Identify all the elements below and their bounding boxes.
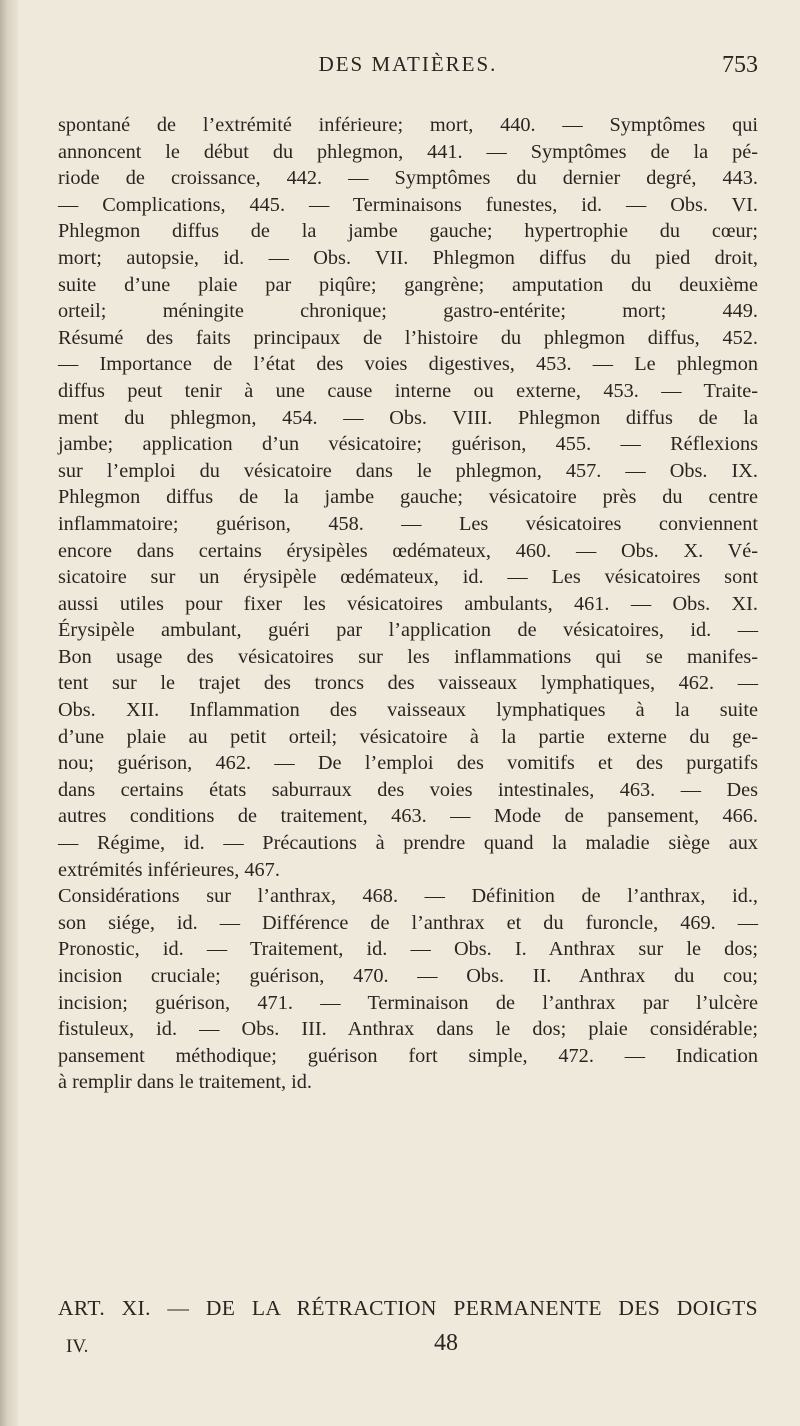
text-line: son siége, id. — Différence de l’anthrax et du furoncle, 469. — xyxy=(58,911,758,934)
signature-mark: IV. xyxy=(66,1336,89,1357)
text-line: Pronostic, id. — Traitement, id. — Obs. I. Anthrax sur le dos; xyxy=(58,938,758,961)
text-line: inflammatoire; guérison, 458. — Les vésicatoires conviennent xyxy=(58,512,758,535)
text-line: incision cruciale; guérison, 470. — Obs. II. Anthrax du cou; xyxy=(58,965,758,987)
text-line: Érysipèle ambulant, guéri par l’application de vésicatoires, id. — xyxy=(58,619,758,642)
text-line: Phlegmon diffus de la jambe gauche; hypertrophie du cœur; xyxy=(58,220,758,243)
text-line: annoncent le début du phlegmon, 441. — Symptômes de la pé- xyxy=(58,140,758,163)
text-line: spontané de l’extrémité inférieure; mort, 440. — Symptômes qui xyxy=(58,114,758,136)
text-line: — Importance de l’état des voies digestives, 453. — Le phlegmon xyxy=(58,353,758,376)
running-head: DES MATIÈRES. xyxy=(318,52,498,76)
text-line: incision; guérison, 471. — Terminaison de l’anthrax par l’ulcère xyxy=(58,991,758,1014)
text-line: pansement méthodique; guérison fort simple, 472. — Indication xyxy=(58,1044,758,1067)
text-line: autres conditions de traitement, 463. — Mode de pansement, 466. xyxy=(58,805,758,828)
text-line: ment du phlegmon, 454. — Obs. VIII. Phlegmon diffus de la xyxy=(58,406,758,429)
binding-edge xyxy=(0,0,18,1426)
text-line: Considérations sur l’anthrax, 468. — Définition de l’anthrax, id., xyxy=(58,885,758,908)
text-line: dans certains états saburraux des voies intestinales, 463. — Des xyxy=(58,778,758,801)
text-line: Résumé des faits principaux de l’histoire du phlegmon diffus, 452. xyxy=(58,326,758,349)
book-page xyxy=(58,0,758,1426)
text-line: tent sur le trajet des troncs des vaisseaux lymphatiques, 462. — xyxy=(58,672,758,695)
page-number: 753 xyxy=(722,52,758,78)
text-line: aussi utiles pour fixer les vésicatoires ambulants, 461. — Obs. XI. xyxy=(58,592,758,615)
text-line: d’une plaie au petit orteil; vésicatoire à la partie externe du ge- xyxy=(58,725,758,748)
page-header xyxy=(58,52,758,92)
text-line: — Régime, id. — Précautions à prendre quand la maladie siège aux xyxy=(58,832,758,855)
text-line: Bon usage des vésicatoires sur les inflammations qui se manifes- xyxy=(58,645,758,668)
text-line: diffus peut tenir à une cause interne ou externe, 453. — Traite- xyxy=(58,379,758,402)
text-line: encore dans certains érysipèles œdémateux, 460. — Obs. X. Vé- xyxy=(58,539,758,562)
section-heading: ART. XI. — DE LA RÉTRACTION PERMANENTE DES DOIGTS xyxy=(58,1296,758,1320)
text-line: Phlegmon diffus de la jambe gauche; vésicatoire près du centre xyxy=(58,486,758,509)
text-line: nou; guérison, 462. — De l’emploi des vomitifs et des purgatifs xyxy=(58,752,758,775)
text-line: jambe; application d’un vésicatoire; guérison, 455. — Réflexions xyxy=(58,433,758,456)
page-footer xyxy=(58,1330,758,1366)
text-line: extrémités inférieures, 467. xyxy=(58,858,280,881)
text-line: suite d’une plaie par piqûre; gangrène; amputation du deuxième xyxy=(58,273,758,296)
text-line: fistuleux, id. — Obs. III. Anthrax dans le dos; plaie considérable; xyxy=(58,1018,758,1041)
text-line: orteil; méningite chronique; gastro-entérite; mort; 449. xyxy=(58,300,758,323)
text-line: Obs. XII. Inflammation des vaisseaux lymphatiques à la suite xyxy=(58,699,758,722)
text-line: — Complications, 445. — Terminaisons funestes, id. — Obs. VI. xyxy=(58,193,758,216)
text-line: sur l’emploi du vésicatoire dans le phlegmon, 457. — Obs. IX. xyxy=(58,459,758,482)
signature-number: 48 xyxy=(434,1330,458,1356)
index-entries xyxy=(58,112,758,1096)
text-line: mort; autopsie, id. — Obs. VII. Phlegmon diffus du pied droit, xyxy=(58,246,758,269)
text-line: riode de croissance, 442. — Symptômes du dernier degré, 443. xyxy=(58,167,758,190)
text-line: à remplir dans le traitement, id. xyxy=(58,1071,312,1094)
text-line: sicatoire sur un érysipèle œdémateux, id. — Les vésicatoires sont xyxy=(58,566,758,589)
